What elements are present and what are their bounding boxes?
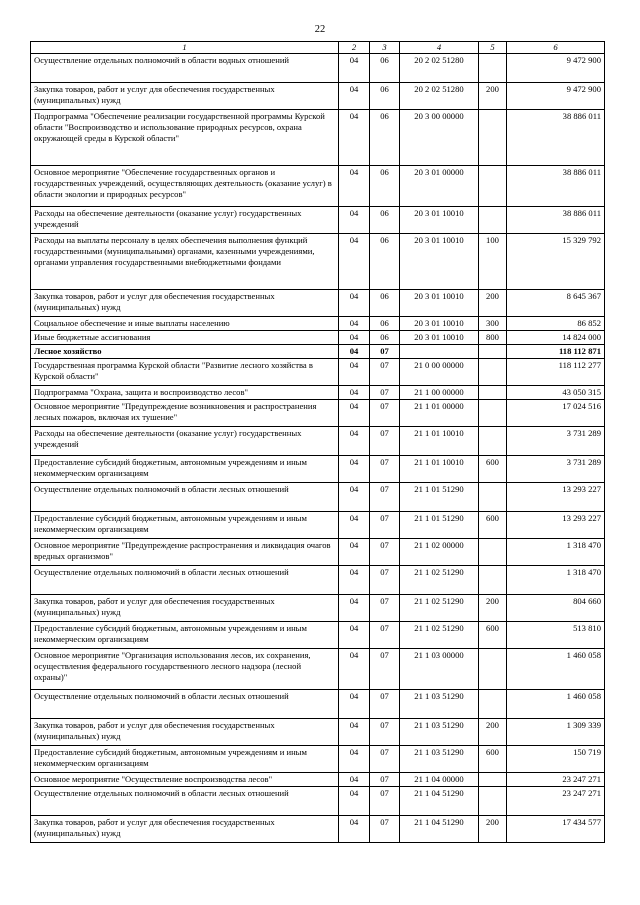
cell-subsection: 07 bbox=[370, 456, 400, 483]
cell-subsection: 06 bbox=[370, 110, 400, 166]
cell-section: 04 bbox=[339, 746, 370, 773]
cell-target-article: 21 1 01 10010 bbox=[400, 427, 479, 456]
cell-name: Государственная программа Курской области "Развитие лесного хозяйства в Курской области" bbox=[31, 359, 339, 386]
cell-subsection: 07 bbox=[370, 345, 400, 359]
cell-expense-type bbox=[479, 110, 507, 166]
table-row bbox=[31, 746, 605, 773]
cell-section: 04 bbox=[339, 787, 370, 816]
cell-name: Осуществление отдельных полномочий в области лесных отношений bbox=[31, 787, 339, 816]
cell-target-article: 21 1 04 51290 bbox=[400, 816, 479, 843]
cell-target-article: 20 3 01 10010 bbox=[400, 331, 479, 345]
cell-amount: 1 460 058 bbox=[507, 690, 605, 719]
cell-target-article: 21 1 01 51290 bbox=[400, 512, 479, 539]
cell-amount: 804 660 bbox=[507, 595, 605, 622]
cell-amount: 3 731 289 bbox=[507, 427, 605, 456]
table-row bbox=[31, 787, 605, 816]
cell-amount: 9 472 900 bbox=[507, 83, 605, 110]
table-row bbox=[31, 456, 605, 483]
cell-section: 04 bbox=[339, 512, 370, 539]
table-row bbox=[31, 110, 605, 166]
page-number: 22 bbox=[314, 24, 326, 35]
cell-subsection: 07 bbox=[370, 746, 400, 773]
cell-section: 04 bbox=[339, 649, 370, 690]
table-row bbox=[31, 539, 605, 566]
cell-name: Основное мероприятие "Предупреждение распространения и ликвидация очагов вредных организмов" bbox=[31, 539, 339, 566]
cell-target-article: 20 3 01 00000 bbox=[400, 166, 479, 207]
cell-expense-type: 200 bbox=[479, 83, 507, 110]
table-body bbox=[31, 54, 605, 843]
table-row bbox=[31, 345, 605, 359]
cell-amount: 118 112 277 bbox=[507, 359, 605, 386]
cell-amount: 118 112 871 bbox=[507, 345, 605, 359]
cell-amount: 23 247 271 bbox=[507, 773, 605, 787]
cell-amount: 13 293 227 bbox=[507, 512, 605, 539]
cell-expense-type: 600 bbox=[479, 622, 507, 649]
header-col-3: 3 bbox=[370, 42, 400, 54]
cell-name: Иные бюджетные ассигнования bbox=[31, 331, 339, 345]
cell-target-article: 21 0 00 00000 bbox=[400, 359, 479, 386]
cell-section: 04 bbox=[339, 400, 370, 427]
cell-section: 04 bbox=[339, 595, 370, 622]
table-row bbox=[31, 331, 605, 345]
cell-section: 04 bbox=[339, 234, 370, 290]
cell-subsection: 07 bbox=[370, 595, 400, 622]
cell-name: Социальное обеспечение и иные выплаты населению bbox=[31, 317, 339, 331]
cell-target-article bbox=[400, 345, 479, 359]
cell-name: Осуществление отдельных полномочий в области лесных отношений bbox=[31, 483, 339, 512]
cell-target-article: 21 1 00 00000 bbox=[400, 386, 479, 400]
cell-expense-type bbox=[479, 787, 507, 816]
cell-subsection: 07 bbox=[370, 386, 400, 400]
table-row bbox=[31, 773, 605, 787]
cell-expense-type bbox=[479, 566, 507, 595]
cell-amount: 8 645 367 bbox=[507, 290, 605, 317]
cell-amount: 9 472 900 bbox=[507, 54, 605, 83]
header-col-5: 5 bbox=[479, 42, 507, 54]
cell-name: Основное мероприятие "Обеспечение государственных органов и государственных учреждений, осуществляющих деятельность (оказание услуг) в области экологии и природных ресурсов" bbox=[31, 166, 339, 207]
cell-section: 04 bbox=[339, 427, 370, 456]
header-row bbox=[31, 42, 605, 54]
cell-amount: 150 719 bbox=[507, 746, 605, 773]
cell-section: 04 bbox=[339, 773, 370, 787]
budget-table bbox=[30, 41, 605, 843]
cell-subsection: 06 bbox=[370, 166, 400, 207]
cell-name: Предоставление субсидий бюджетным, автономным учреждениям и иным некоммерческим организациям bbox=[31, 622, 339, 649]
cell-target-article: 21 1 02 00000 bbox=[400, 539, 479, 566]
cell-expense-type: 200 bbox=[479, 719, 507, 746]
cell-target-article: 21 1 01 10010 bbox=[400, 456, 479, 483]
cell-expense-type bbox=[479, 400, 507, 427]
header-col-1: 1 bbox=[31, 42, 339, 54]
cell-expense-type bbox=[479, 539, 507, 566]
cell-expense-type: 300 bbox=[479, 317, 507, 331]
cell-section: 04 bbox=[339, 166, 370, 207]
cell-target-article: 20 3 01 10010 bbox=[400, 207, 479, 234]
cell-subsection: 06 bbox=[370, 290, 400, 317]
cell-expense-type bbox=[479, 483, 507, 512]
cell-section: 04 bbox=[339, 816, 370, 843]
cell-name: Предоставление субсидий бюджетным, автономным учреждениям и иным некоммерческим организациям bbox=[31, 746, 339, 773]
cell-subsection: 07 bbox=[370, 539, 400, 566]
cell-expense-type bbox=[479, 773, 507, 787]
cell-expense-type bbox=[479, 427, 507, 456]
table-row bbox=[31, 83, 605, 110]
cell-subsection: 06 bbox=[370, 54, 400, 83]
cell-target-article: 21 1 02 51290 bbox=[400, 595, 479, 622]
table-row bbox=[31, 386, 605, 400]
cell-target-article: 20 3 01 10010 bbox=[400, 234, 479, 290]
table-row bbox=[31, 54, 605, 83]
cell-amount: 43 050 315 bbox=[507, 386, 605, 400]
cell-expense-type: 200 bbox=[479, 816, 507, 843]
table-row bbox=[31, 690, 605, 719]
cell-expense-type bbox=[479, 54, 507, 83]
cell-target-article: 21 1 04 51290 bbox=[400, 787, 479, 816]
cell-amount: 38 886 011 bbox=[507, 207, 605, 234]
cell-subsection: 07 bbox=[370, 649, 400, 690]
cell-target-article: 21 1 02 51290 bbox=[400, 566, 479, 595]
table-row bbox=[31, 290, 605, 317]
cell-section: 04 bbox=[339, 719, 370, 746]
cell-expense-type bbox=[479, 207, 507, 234]
cell-target-article: 21 1 03 00000 bbox=[400, 649, 479, 690]
cell-amount: 1 460 058 bbox=[507, 649, 605, 690]
cell-amount: 38 886 011 bbox=[507, 110, 605, 166]
cell-target-article: 21 1 03 51290 bbox=[400, 719, 479, 746]
cell-section: 04 bbox=[339, 345, 370, 359]
cell-expense-type: 200 bbox=[479, 290, 507, 317]
cell-amount: 513 810 bbox=[507, 622, 605, 649]
cell-amount: 14 824 000 bbox=[507, 331, 605, 345]
cell-subsection: 06 bbox=[370, 317, 400, 331]
table-row bbox=[31, 622, 605, 649]
cell-subsection: 06 bbox=[370, 234, 400, 290]
cell-subsection: 07 bbox=[370, 622, 400, 649]
table-row bbox=[31, 649, 605, 690]
cell-section: 04 bbox=[339, 83, 370, 110]
cell-amount: 3 731 289 bbox=[507, 456, 605, 483]
cell-expense-type: 100 bbox=[479, 234, 507, 290]
header-col-6: 6 bbox=[507, 42, 605, 54]
cell-amount: 1 318 470 bbox=[507, 539, 605, 566]
cell-name: Основное мероприятие "Организация использования лесов, их сохранения, осуществления федерального государственного лесного надзора (лесной охраны)" bbox=[31, 649, 339, 690]
table-row bbox=[31, 427, 605, 456]
cell-subsection: 07 bbox=[370, 359, 400, 386]
cell-expense-type bbox=[479, 649, 507, 690]
cell-section: 04 bbox=[339, 110, 370, 166]
cell-section: 04 bbox=[339, 622, 370, 649]
cell-section: 04 bbox=[339, 207, 370, 234]
cell-subsection: 07 bbox=[370, 787, 400, 816]
table-row bbox=[31, 719, 605, 746]
table-row bbox=[31, 359, 605, 386]
cell-expense-type bbox=[479, 345, 507, 359]
cell-name: Предоставление субсидий бюджетным, автономным учреждениям и иным некоммерческим организациям bbox=[31, 512, 339, 539]
cell-name: Предоставление субсидий бюджетным, автономным учреждениям и иным некоммерческим организациям bbox=[31, 456, 339, 483]
cell-name: Основное мероприятие "Предупреждение возникновения и распространения лесных пожаров, включая их тушение" bbox=[31, 400, 339, 427]
cell-target-article: 21 1 01 00000 bbox=[400, 400, 479, 427]
cell-target-article: 20 3 01 10010 bbox=[400, 317, 479, 331]
table-row bbox=[31, 595, 605, 622]
cell-target-article: 20 3 01 10010 bbox=[400, 290, 479, 317]
cell-section: 04 bbox=[339, 456, 370, 483]
header-col-4: 4 bbox=[400, 42, 479, 54]
table-row bbox=[31, 816, 605, 843]
table-row bbox=[31, 512, 605, 539]
cell-amount: 15 329 792 bbox=[507, 234, 605, 290]
table-row bbox=[31, 317, 605, 331]
cell-section: 04 bbox=[339, 359, 370, 386]
table-row bbox=[31, 483, 605, 512]
cell-name: Подпрограмма "Обеспечение реализации государственной программы Курской области "Воспроизводство и использование природных ресурсов, охрана окружающей среды в Курской области" bbox=[31, 110, 339, 166]
cell-section: 04 bbox=[339, 690, 370, 719]
cell-amount: 1 318 470 bbox=[507, 566, 605, 595]
cell-amount: 1 309 339 bbox=[507, 719, 605, 746]
cell-subsection: 07 bbox=[370, 427, 400, 456]
cell-name: Осуществление отдельных полномочий в области лесных отношений bbox=[31, 690, 339, 719]
cell-name: Расходы на выплаты персоналу в целях обеспечения выполнения функций государственными (муниципальными) органами, казенными учреждениями, органами управления государственными внебюджетными фондами bbox=[31, 234, 339, 290]
cell-section: 04 bbox=[339, 290, 370, 317]
cell-section: 04 bbox=[339, 386, 370, 400]
cell-expense-type: 600 bbox=[479, 746, 507, 773]
cell-target-article: 21 1 03 51290 bbox=[400, 746, 479, 773]
table-header bbox=[31, 42, 605, 54]
table-row bbox=[31, 207, 605, 234]
cell-name: Основное мероприятие "Осуществление воспроизводства лесов" bbox=[31, 773, 339, 787]
cell-section: 04 bbox=[339, 331, 370, 345]
cell-target-article: 20 2 02 51280 bbox=[400, 54, 479, 83]
table-row bbox=[31, 166, 605, 207]
cell-subsection: 07 bbox=[370, 400, 400, 427]
cell-subsection: 07 bbox=[370, 690, 400, 719]
cell-section: 04 bbox=[339, 539, 370, 566]
cell-subsection: 07 bbox=[370, 816, 400, 843]
cell-name: Осуществление отдельных полномочий в области лесных отношений bbox=[31, 566, 339, 595]
cell-target-article: 21 1 04 00000 bbox=[400, 773, 479, 787]
cell-name: Осуществление отдельных полномочий в области водных отношений bbox=[31, 54, 339, 83]
cell-expense-type bbox=[479, 359, 507, 386]
header-col-2: 2 bbox=[339, 42, 370, 54]
cell-target-article: 21 1 01 51290 bbox=[400, 483, 479, 512]
cell-amount: 86 852 bbox=[507, 317, 605, 331]
cell-name: Закупка товаров, работ и услуг для обеспечения государственных (муниципальных) нужд bbox=[31, 595, 339, 622]
cell-target-article: 20 2 02 51280 bbox=[400, 83, 479, 110]
cell-name: Расходы на обеспечение деятельности (оказание услуг) государственных учреждений bbox=[31, 427, 339, 456]
cell-name: Закупка товаров, работ и услуг для обеспечения государственных (муниципальных) нужд bbox=[31, 83, 339, 110]
cell-expense-type bbox=[479, 690, 507, 719]
cell-subsection: 06 bbox=[370, 83, 400, 110]
table-row bbox=[31, 566, 605, 595]
cell-amount: 13 293 227 bbox=[507, 483, 605, 512]
cell-target-article: 20 3 00 00000 bbox=[400, 110, 479, 166]
cell-section: 04 bbox=[339, 483, 370, 512]
cell-name: Расходы на обеспечение деятельности (оказание услуг) государственных учреждений bbox=[31, 207, 339, 234]
cell-expense-type: 200 bbox=[479, 595, 507, 622]
cell-section: 04 bbox=[339, 566, 370, 595]
cell-amount: 38 886 011 bbox=[507, 166, 605, 207]
cell-name: Закупка товаров, работ и услуг для обеспечения государственных (муниципальных) нужд bbox=[31, 719, 339, 746]
cell-subsection: 07 bbox=[370, 483, 400, 512]
cell-subsection: 07 bbox=[370, 566, 400, 595]
cell-expense-type bbox=[479, 386, 507, 400]
cell-expense-type: 800 bbox=[479, 331, 507, 345]
cell-subsection: 06 bbox=[370, 331, 400, 345]
cell-name: Закупка товаров, работ и услуг для обеспечения государственных (муниципальных) нужд bbox=[31, 816, 339, 843]
cell-expense-type bbox=[479, 166, 507, 207]
cell-name: Закупка товаров, работ и услуг для обеспечения государственных (муниципальных) нужд bbox=[31, 290, 339, 317]
table-row bbox=[31, 234, 605, 290]
table-row bbox=[31, 400, 605, 427]
cell-subsection: 06 bbox=[370, 207, 400, 234]
cell-target-article: 21 1 02 51290 bbox=[400, 622, 479, 649]
cell-section: 04 bbox=[339, 54, 370, 83]
cell-amount: 23 247 271 bbox=[507, 787, 605, 816]
cell-subsection: 07 bbox=[370, 719, 400, 746]
cell-section: 04 bbox=[339, 317, 370, 331]
cell-expense-type: 600 bbox=[479, 456, 507, 483]
cell-name: Подпрограмма "Охрана, защита и воспроизводство лесов" bbox=[31, 386, 339, 400]
cell-expense-type: 600 bbox=[479, 512, 507, 539]
cell-subsection: 07 bbox=[370, 512, 400, 539]
cell-amount: 17 434 577 bbox=[507, 816, 605, 843]
cell-name: Лесное хозяйство bbox=[31, 345, 339, 359]
cell-subsection: 07 bbox=[370, 773, 400, 787]
cell-target-article: 21 1 03 51290 bbox=[400, 690, 479, 719]
cell-amount: 17 024 516 bbox=[507, 400, 605, 427]
